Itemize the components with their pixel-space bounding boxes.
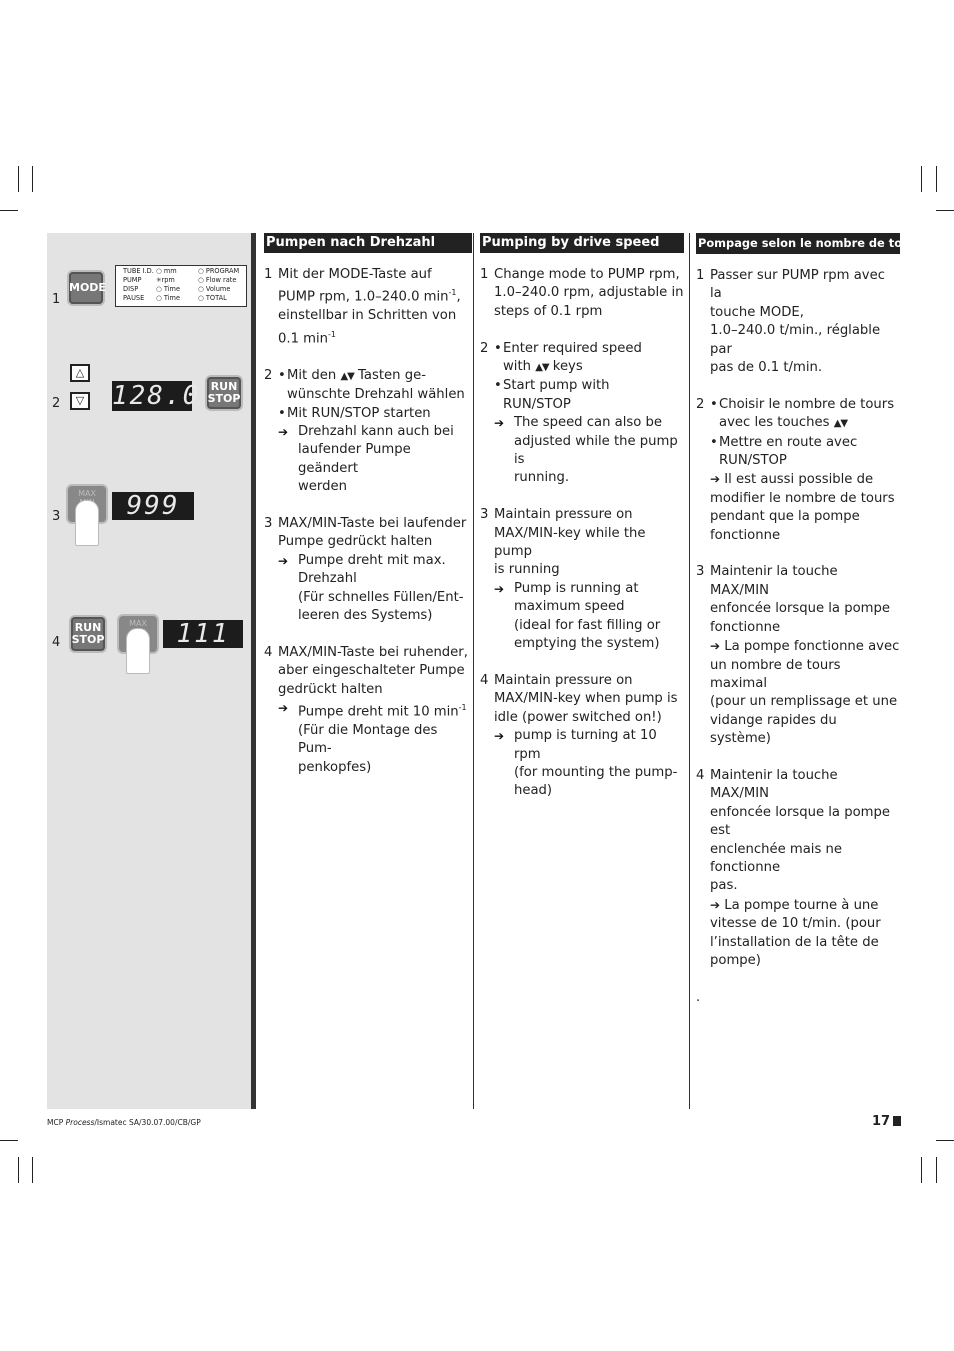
instruction-item: 3 Maintenir la touche MAX/MIN enfoncée lorsque la pompe fonctionne ➔ La pompe fonctionne avec un nombre de tours maximal (pour un remplissage et une vidange rapides du système) xyxy=(696,564,900,747)
german-column xyxy=(264,233,472,795)
step-number: 4 xyxy=(52,635,61,650)
finger-icon xyxy=(75,500,99,546)
column-heading: Pompage selon le nombre de tours xyxy=(696,233,900,254)
run-stop-button: RUN STOP xyxy=(71,617,105,651)
instruction-item: 2 • Mit den ▲▼ Tasten ge- wünschte Drehzahl wählen • Mit RUN/STOP starten ➔ Drehzahl kann auch bei laufender Pumpe geändert werden xyxy=(264,367,472,497)
page-number: 17 xyxy=(872,1114,891,1129)
up-arrow-icon: △ xyxy=(70,364,90,382)
column-divider xyxy=(473,233,474,1109)
crop-mark xyxy=(936,1157,937,1183)
panel-divider xyxy=(251,233,256,1109)
crop-mark xyxy=(921,166,922,192)
arrow-icon: ➔ xyxy=(278,553,289,568)
column-heading: Pumpen nach Drehzahl xyxy=(264,233,472,253)
arrow-icon: ➔ xyxy=(494,581,505,596)
lcd-display: TUBE I.D. PUMP DISP PAUSE ○ mm ✳rpm ○ Time ○ Time ○ PROGRAM ○ Flow rate ○ Volume ○ TOTAL xyxy=(115,265,247,307)
instruction-item: 3 Maintain pressure on MAX/MIN-key while the pump is running ➔ Pump is running at maximum speed (ideal for fast filling or emptying the system) xyxy=(480,506,684,653)
crop-mark xyxy=(32,166,33,192)
column-heading: Pumping by drive speed xyxy=(480,233,684,253)
arrow-icon: ➔ xyxy=(710,472,721,487)
crop-mark xyxy=(936,166,937,192)
max-min-button: MAX xyxy=(68,486,106,522)
arrow-icon: ➔ xyxy=(494,416,505,431)
run-stop-button: RUN STOP xyxy=(207,377,241,409)
instruction-item: 4 MAX/MIN-Taste bei ruhender, aber eingeschalteter Pumpe gedrückt halten ➔ Pumpe dreht mit 10 $\min^{-1}$ (Für die Montage des Pum- penkopfes) xyxy=(264,644,472,777)
instruction-item: 4 Maintenir la touche MAX/MIN enfoncée lorsque la pompe est enclenchée mais ne fonctionne pas. ➔ La pompe tourne à une vitesse de 10 t/min. (pour l’installation de la tête de pompe) xyxy=(696,767,890,968)
english-column xyxy=(480,233,684,819)
step-number: 2 xyxy=(52,396,61,411)
down-arrow-icon: ▽ xyxy=(70,392,90,410)
crop-mark xyxy=(18,1157,19,1183)
crop-mark xyxy=(936,210,954,211)
arrow-icon: ➔ xyxy=(494,729,505,744)
finger-icon xyxy=(126,628,150,674)
up-down-keys-icon: ▲▼ xyxy=(535,362,549,374)
crop-mark xyxy=(936,1140,954,1141)
instruction-item: 2 • Enter required speed with ▲▼ keys • Start pump with RUN/STOP ➔ The speed can also be adjusted while the pump is running. xyxy=(480,340,684,488)
arrow-icon: ➔ xyxy=(710,639,721,654)
up-down-keys-icon: ▲▼ xyxy=(340,370,354,382)
instruction-item: 4 Maintain pressure on MAX/MIN-key when pump is idle (power switched on!) ➔ pump is turning at 10 rpm (for mounting the pump- head) xyxy=(480,672,684,801)
arrow-icon: ➔ xyxy=(278,701,289,716)
crop-mark xyxy=(18,166,19,192)
speed-display: 128.0 xyxy=(112,381,201,411)
footer-reference: MCP Process/Ismatec SA/30.07.00/CB/GP xyxy=(47,1118,201,1127)
instruction-item: 3 MAX/MIN-Taste bei laufender Pumpe gedrückt halten ➔ Pumpe dreht mit max. Drehzahl (Für schnelles Füllen/Ent- leeren des Systems) xyxy=(264,515,472,625)
mode-button: MODE xyxy=(69,272,103,304)
active-indicator-icon: ✳ xyxy=(156,276,162,284)
french-column xyxy=(696,233,923,1007)
max-min-button: MAX xyxy=(119,616,157,652)
crop-mark xyxy=(0,1140,18,1141)
crop-mark xyxy=(921,1157,922,1183)
instruction-item: 1 Passer sur PUMP rpm avec la touche MODE, 1.0–240.0 t/min., réglable par pas de 0.1 t/min. xyxy=(696,268,885,376)
page-marker-icon xyxy=(893,1116,901,1126)
arrow-icon: ➔ xyxy=(710,897,721,912)
instruction-item: 1 Mit der MODE-Taste auf PUMP rpm, 1.0–240.0 $\min^{-1}$, einstellbar in Schritten von 0.1 $\min^{-1}$ xyxy=(264,267,461,346)
column-divider xyxy=(689,233,690,1109)
step-number: 1 xyxy=(52,292,61,307)
arrow-icon: ➔ xyxy=(278,425,289,440)
crop-mark xyxy=(0,210,18,211)
step-number: 3 xyxy=(52,509,61,524)
max-speed-display: 999 xyxy=(112,492,194,520)
trailing-period: . xyxy=(696,989,701,1005)
instruction-item: 1 Change mode to PUMP rpm, 1.0–240.0 rpm, adjustable in steps of 0.1 rpm xyxy=(480,267,684,319)
min-speed-display: 111 xyxy=(163,620,243,648)
up-down-keys-icon: ▲▼ xyxy=(833,418,848,430)
instruction-item: 2 • Choisir le nombre de tours avec les touches ▲▼ • Mettre en route avec RUN/STOP ➔ Il est aussi possible de modifier le nombre de tours pendant que la pompe fonctionne xyxy=(696,396,895,543)
crop-mark xyxy=(32,1157,33,1183)
